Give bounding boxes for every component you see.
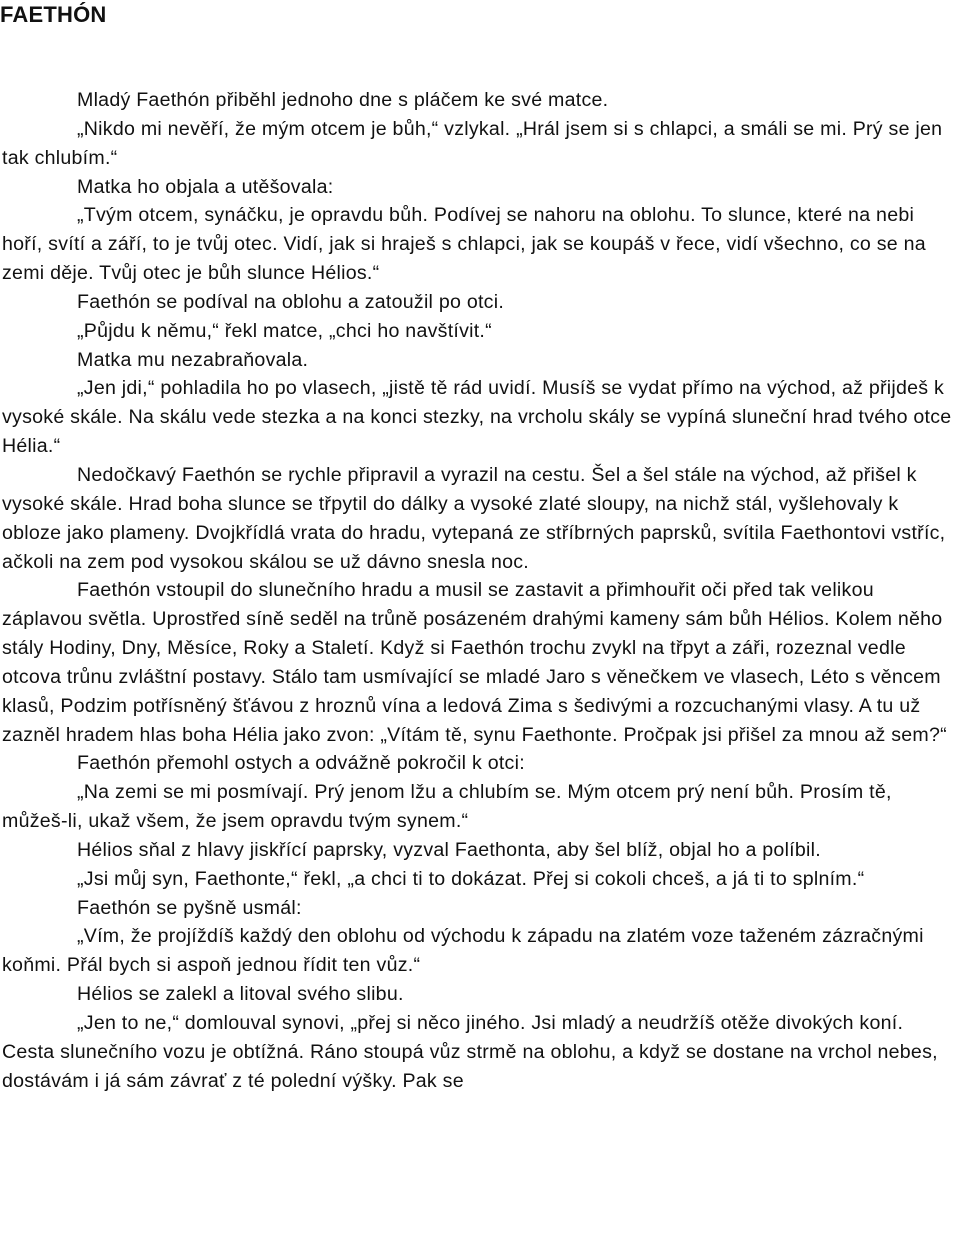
paragraph-1: Mladý Faethón přiběhl jednoho dne s pláčem ke své matce. (77, 89, 609, 111)
paragraph-13: Hélios sňal z hlavy jiskřící paprsky, vyzval Faethonta, aby šel blíž, objal ho a políbil. (77, 838, 821, 861)
story-text (2, 86, 958, 1096)
paragraph-14: „Jsi můj syn, Faethonte,“ řekl, „a chci ti to dokázat. Přej si cokoli chceš, a já ti to splním.“ (77, 867, 865, 890)
paragraph-4: „Tvým otcem, synáčku, je opravdu bůh. Podívej se nahoru na oblohu. To slunce, které na nebi hoří, svítí a září, to je tvůj otec. Vidí, jak si hraješ s chlapci, jak se koupáš v řece, vidí všechno, co se na zemi děje. Tvůj otec je bůh slunce Hélios.“ (2, 204, 926, 285)
paragraph-16: „Vím, že projíždíš každý den oblohu od východu k západu na zlatém voze taženém zázračnými koňmi. Přál bych si aspoň jednou řídit ten vůz.“ (2, 925, 924, 977)
paragraph-7: Matka mu nezabraňovala. (77, 348, 309, 371)
paragraph-15: Faethón se pyšně usmál: (77, 896, 302, 919)
paragraph-18: „Jen to ne,“ domlouval synovi, „přej si něco jiného. Jsi mladý a neudržíš otěže divokých koní. Cesta slunečního vozu je obtížná. Ráno stoupá vůz strmě na oblohu, a když se dostane na vrchol nebes, dostávám i já sám závrať z té polední výšky. Pak se (2, 1012, 938, 1092)
paragraph-6: „Půjdu k němu,“ řekl matce, „chci ho navštívit.“ (77, 319, 492, 342)
paragraph-9: Nedočkavý Faethón se rychle připravil a vyrazil na cestu. Šel a šel stále na východ, až přišel k vysoké skále. Hrad boha slunce se třpytil do dálky a vysoké zlaté sloupy, na nichž stál, vyšlehovaly k obloze jako plameny. Dvojkřídlá vrata do hradu, vytepaná ze stříbrných paprsků, svítila Faethontovi vstříc, ačkoli na zem pod vysokou skálou se už dávno snesla noc. (2, 463, 946, 573)
paragraph-2: „Nikdo mi nevěří, že mým otcem je bůh,“ vzlykal. „Hrál jsem si s chlapci, a smáli se mi. Prý se jen tak chlubím.“ (2, 117, 943, 169)
document-title: FAETHÓN (0, 2, 107, 27)
paragraph-8: „Jen jdi,“ pohladila ho po vlasech, „jistě tě rád uvidí. Musíš se vydat přímo na východ, až přijdeš k vysoké skále. Na skálu vede stezka a na konci stezky, na vrcholu skály se vypíná sluneční hrad tvého otce Hélia.“ (2, 377, 952, 458)
paragraph-5: Faethón se podíval na oblohu a zatoužil po otci. (77, 290, 505, 313)
paragraph-10: Faethón vstoupil do slunečního hradu a musil se zastavit a přimhouřit oči před tak velikou záplavou světla. Uprostřed síně seděl na trůně posázeném drahými kameny sám bůh Hélios. Kolem něho stály Hodiny, Dny, Měsíce, Roky a Staletí. Když si Faethón trochu zvykl na třpyt a záři, rozeznal vedle otcova trůnu zvláštní postavy. Stálo tam usmívající se mladé Jaro s věnečkem ve vlasech, Léto s věncem klasů, Podzim potřísněný šťávou z hroznů vína a ledová Zima s šedivými a rozcuchanými vlasy. A tu už zazněl hradem hlas boha Hélia jako zvon: „Vítám tě, synu Faethonte. Pročpak jsi přišel za mnou až sem?“ (2, 579, 947, 746)
paragraph-17: Hélios se zalekl a litoval svého slibu. (77, 983, 404, 1006)
paragraph-3: Matka ho objala a utěšovala: (77, 175, 334, 198)
paragraph-12: „Na zemi se mi posmívají. Prý jenom lžu a chlubím se. Mým otcem prý není bůh. Prosím tě, můžeš-li, ukaž všem, že jsem opravdu tvým synem.“ (2, 781, 892, 833)
paragraph-11: Faethón přemohl ostych a odvážně pokročil k otci: (77, 752, 525, 775)
